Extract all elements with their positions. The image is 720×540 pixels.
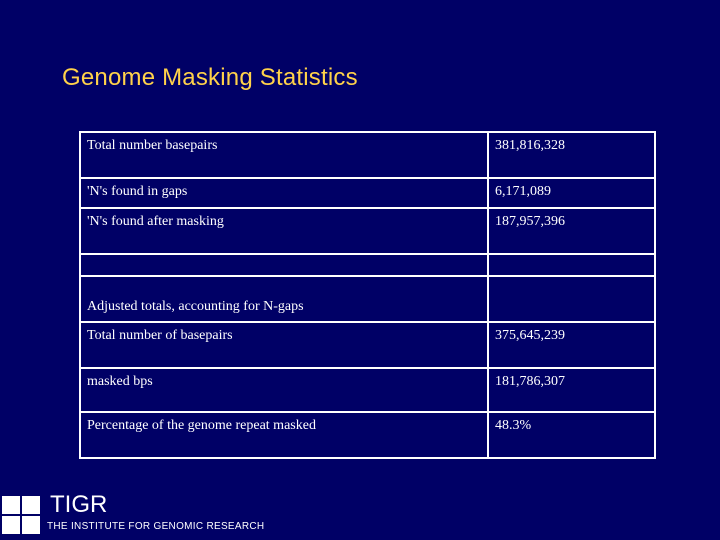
row-value [488,412,655,458]
table-row [80,254,655,276]
row-value [488,132,655,178]
table-row [80,412,655,458]
row-label [80,132,488,178]
row-label [80,178,488,208]
row-label [80,254,488,276]
slide-title: Genome Masking Statistics [62,64,358,91]
row-label [80,412,488,458]
row-label [80,322,488,368]
row-value [488,322,655,368]
row-value-text: 181,786,307 [495,374,565,389]
row-value-text [495,255,648,260]
table-row [80,132,655,178]
row-label-text: 'N's found after masking [87,214,224,229]
table-row [80,276,655,322]
table-row [80,208,655,254]
statistics-table [79,131,656,459]
row-label [80,276,488,322]
row-value [488,368,655,412]
row-value [488,254,655,276]
table-row [80,322,655,368]
row-value-text: 187,957,396 [495,214,565,229]
row-value-text [495,277,648,282]
row-label [80,208,488,254]
row-label-text: masked bps [87,374,153,389]
logo-name: TIGR [50,491,108,518]
row-label-text: Percentage of the genome repeat masked [87,418,316,433]
row-label-text [87,255,481,260]
row-value-text: 6,171,089 [495,184,551,199]
row-value-text: 48.3% [495,418,532,433]
table-row [80,178,655,208]
row-value-text: 381,816,328 [495,138,565,153]
row-value-text: 375,645,239 [495,328,565,343]
row-value [488,276,655,322]
row-label [80,368,488,412]
section-heading: Adjusted totals, accounting for N-gaps [87,299,304,314]
logo-squares-icon [0,492,44,540]
row-label-text: Total number basepairs [87,138,218,153]
row-label-text: Total number of basepairs [87,328,233,343]
table-row [80,368,655,412]
row-value [488,208,655,254]
row-value [488,178,655,208]
logo-subtitle: THE INSTITUTE FOR GENOMIC RESEARCH [47,521,265,532]
row-label-text: 'N's found in gaps [87,184,188,199]
